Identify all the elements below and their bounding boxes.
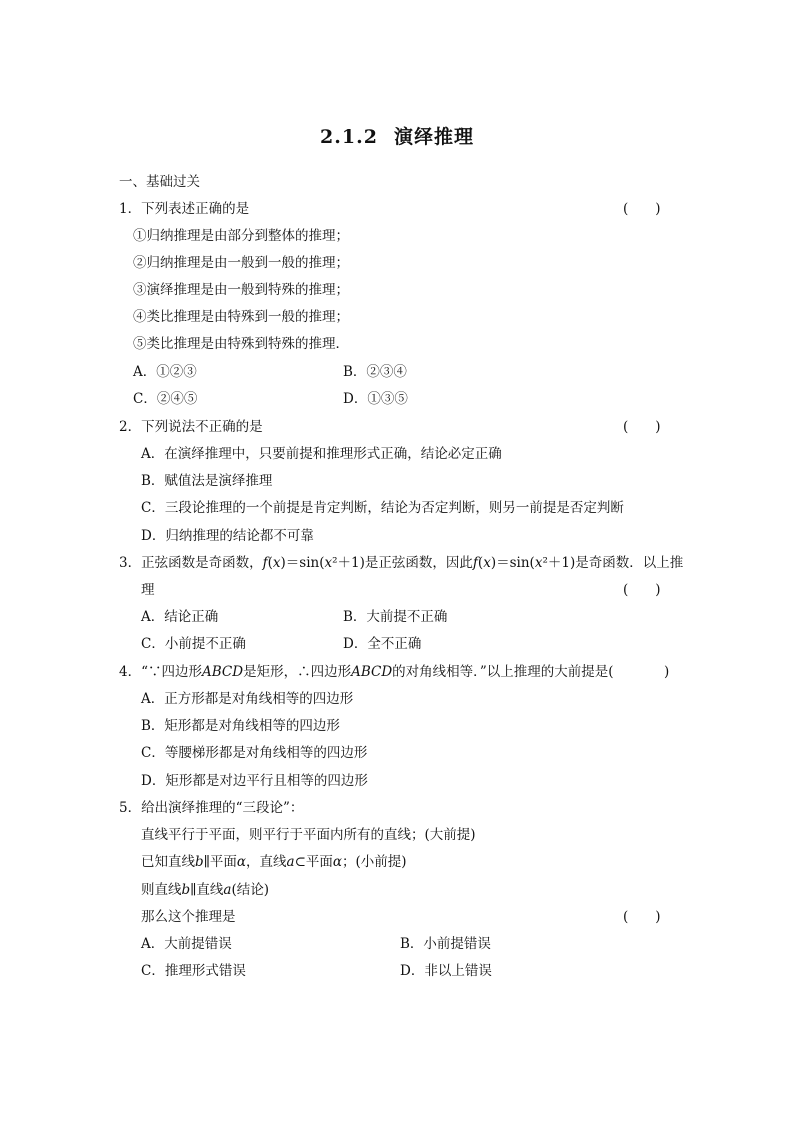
- q1-option-c: C．②④⑤: [133, 391, 198, 407]
- q3-answer-paren: ( ): [623, 582, 661, 598]
- q5-conclusion: 则直线b∥直线a(结论): [141, 882, 270, 898]
- q5-major-premise: 直线平行于平面，则平行于平面内所有的直线；(大前提): [141, 827, 476, 843]
- q1-option-a: A．①②③: [133, 364, 197, 380]
- page-title: [0, 122, 794, 149]
- q4-option-a: A．正方形都是对角线相等的四边形: [141, 691, 354, 707]
- q1-option-b: B．②③④: [343, 364, 407, 380]
- q1-item-4: ④类比推理是由特殊到一般的推理；: [133, 309, 349, 325]
- section-heading: 一、基础过关: [119, 174, 200, 190]
- q4-answer-paren: ): [664, 664, 670, 680]
- q5-stem: 5．给出演绎推理的“三段论”：: [119, 800, 304, 816]
- q1-option-d: D．①③⑤: [343, 391, 408, 407]
- q5-minor-premise: 已知直线b∥平面α，直线a⊂平面α；(小前提): [141, 854, 407, 870]
- q1-item-3: ③演绎推理是由一般到特殊的推理；: [133, 282, 349, 298]
- q5-question: 那么这个推理是: [141, 909, 236, 925]
- q4-option-d: D．矩形都是对边平行且相等的四边形: [141, 773, 368, 789]
- q4-stem: 4．“∵四边形ABCD是矩形，∴四边形ABCD的对角线相等．”以上推理的大前提是(: [119, 664, 614, 680]
- q4-option-c: C．等腰梯形都是对角线相等的四边形: [141, 745, 368, 761]
- q3-stem-tail: 理: [141, 582, 155, 598]
- q1-item-2: ②归纳推理是由一般到一般的推理；: [133, 255, 349, 271]
- q5-option-c: C．推理形式错误: [141, 963, 246, 979]
- q3-option-d: D．全不正确: [343, 636, 422, 652]
- q1-item-5: ⑤类比推理是由特殊到特殊的推理．: [133, 336, 349, 352]
- q2-answer-paren: ( ): [623, 419, 661, 435]
- q5-option-a: A．大前提错误: [141, 936, 232, 952]
- q1-item-1: ①归纳推理是由部分到整体的推理；: [133, 228, 349, 244]
- q5-answer-paren: ( ): [623, 909, 661, 925]
- q3-stem: 3．正弦函数是奇函数，f(x)＝sin(x²＋1)是正弦函数，因此f(x)＝sin(x²＋1)是奇函数．以上推: [119, 555, 684, 571]
- q5-option-d: D．非以上错误: [400, 963, 492, 979]
- q3-option-a: A．结论正确: [141, 609, 219, 625]
- q2-option-d: D．归纳推理的结论都不可靠: [141, 528, 314, 544]
- q3-option-b: B．大前提不正确: [343, 609, 448, 625]
- q2-stem: 2．下列说法不正确的是: [119, 419, 263, 435]
- title-number: 2.1.2: [320, 126, 378, 148]
- q1-answer-paren: ( ): [623, 201, 661, 217]
- title-text: 演绎推理: [393, 126, 474, 148]
- q5-option-b: B．小前提错误: [400, 936, 491, 952]
- q3-option-c: C．小前提不正确: [141, 636, 246, 652]
- q4-option-b: B．矩形都是对角线相等的四边形: [141, 718, 340, 734]
- q1-stem: 1．下列表述正确的是: [119, 201, 250, 217]
- q2-option-c: C．三段论推理的一个前提是肯定判断，结论为否定判断，则另一前提是否定判断: [141, 500, 624, 516]
- q2-option-b: B．赋值法是演绎推理: [141, 473, 273, 489]
- q2-option-a: A．在演绎推理中，只要前提和推理形式正确，结论必定正确: [141, 446, 502, 462]
